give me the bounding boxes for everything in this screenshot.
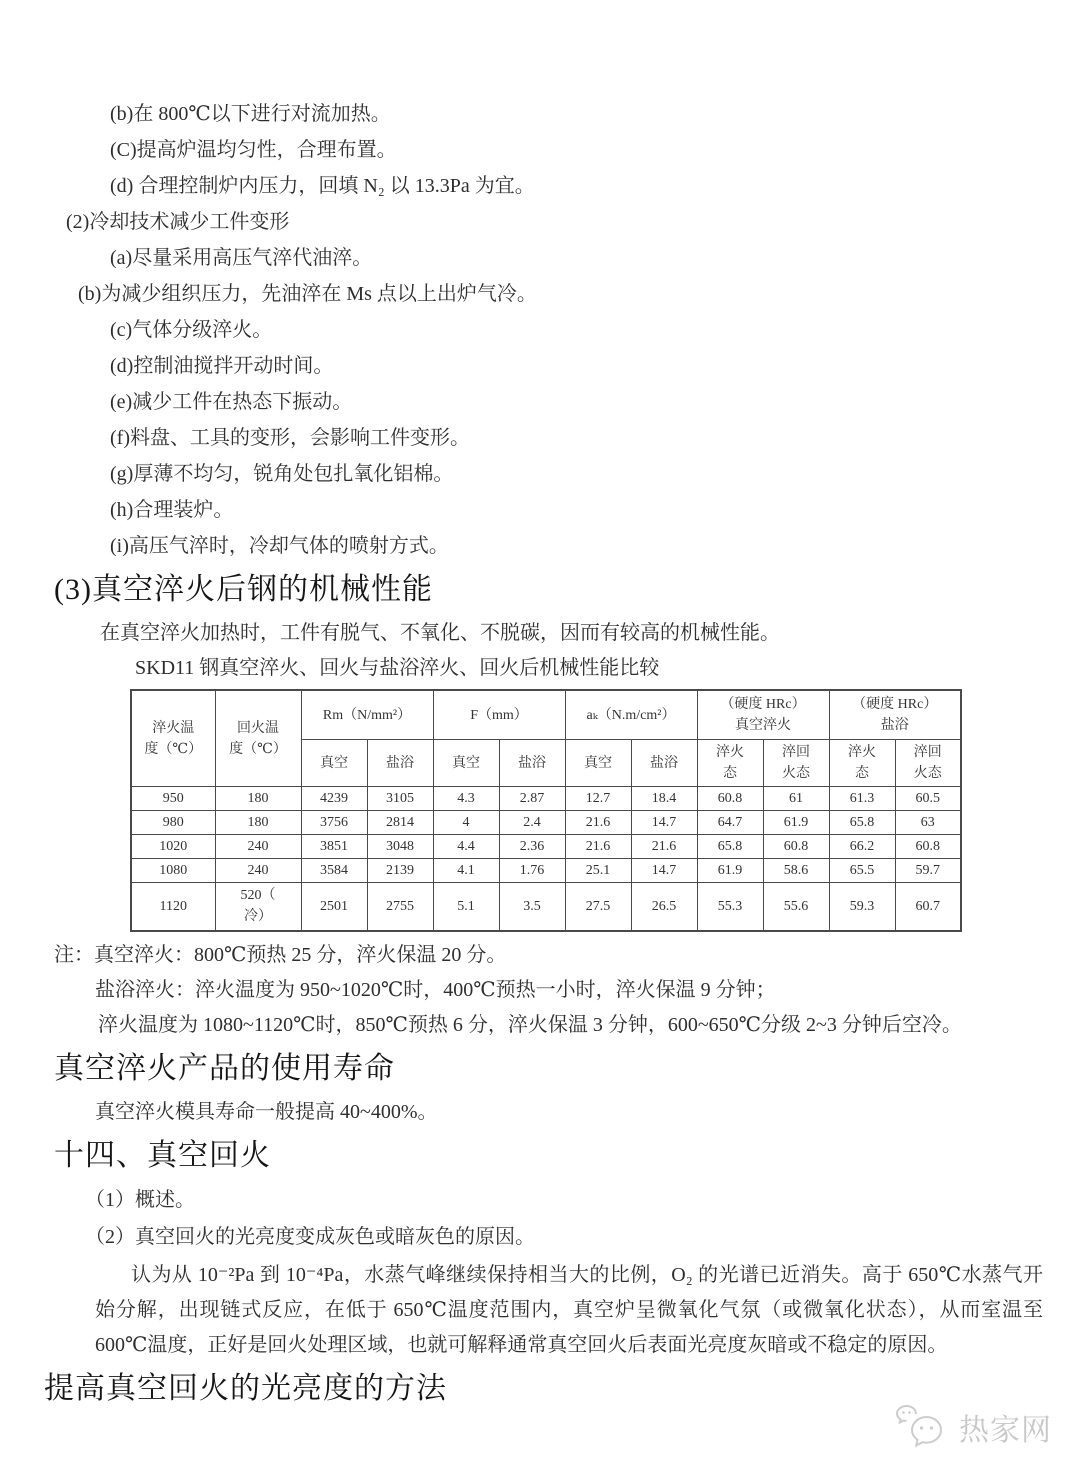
col-quench-temp: 淬火温 度（℃） bbox=[131, 690, 215, 787]
table-cell: 3105 bbox=[367, 787, 433, 811]
table-cell: 66.2 bbox=[829, 835, 895, 859]
table-cell: 4.1 bbox=[433, 859, 499, 883]
mech-table-body bbox=[131, 787, 961, 931]
list-item: (g)厚薄不均匀，锐角处包扎氧化铝棉。 bbox=[110, 463, 454, 485]
table-cell: 18.4 bbox=[631, 787, 697, 811]
list-item: (d) 合理控制炉内压力，回填 N₂ 以 13.3Pa 为宜。 bbox=[110, 175, 535, 197]
table-cell: 520（ 冷） bbox=[215, 883, 301, 931]
section14-heading: 十四、真空回火 bbox=[54, 1138, 271, 1172]
table-cell: 60.8 bbox=[763, 835, 829, 859]
list-item: (e)减少工件在热态下振动。 bbox=[110, 391, 353, 413]
table-cell: 2.36 bbox=[499, 835, 565, 859]
table-cell: 59.3 bbox=[829, 883, 895, 931]
table-cell: 63 bbox=[895, 811, 961, 835]
table-cell: 12.7 bbox=[565, 787, 631, 811]
table-row bbox=[131, 811, 961, 835]
list-item: (d)控制油搅拌开动时间。 bbox=[110, 355, 334, 377]
col-group-rm: Rm（N/mm²） bbox=[301, 690, 433, 740]
table-cell: 1.76 bbox=[499, 859, 565, 883]
note-line: 淬火温度为 1080~1120℃时，850℃预热 6 分，淬火保温 3 分钟，600~650℃分级 2~3 分钟后空冷。 bbox=[98, 1013, 962, 1036]
table-row bbox=[131, 883, 961, 931]
note-line: 注：真空淬火：800℃预热 25 分，淬火保温 20 分。 bbox=[54, 943, 507, 966]
table-cell: 21.6 bbox=[565, 835, 631, 859]
col-group-hrc-vacuum: （硬度 HRc） 真空淬火 bbox=[697, 690, 829, 740]
table-cell: 2.4 bbox=[499, 811, 565, 835]
subcol-quench-tempered: 淬回 火态 bbox=[763, 740, 829, 787]
table-cell: 59.7 bbox=[895, 859, 961, 883]
table-cell: 60.8 bbox=[697, 787, 763, 811]
table-cell: 3584 bbox=[301, 859, 367, 883]
table-cell: 4239 bbox=[301, 787, 367, 811]
table-row bbox=[131, 787, 961, 811]
table-cell: 3.5 bbox=[499, 883, 565, 931]
subcol-salt: 盐浴 bbox=[631, 740, 697, 787]
table-cell: 65.8 bbox=[697, 835, 763, 859]
table-cell: 25.1 bbox=[565, 859, 631, 883]
table-cell: 21.6 bbox=[631, 835, 697, 859]
list-item: (c)气体分级淬火。 bbox=[110, 319, 273, 341]
table-cell: 240 bbox=[215, 835, 301, 859]
table-row bbox=[131, 859, 961, 883]
table-cell: 4 bbox=[433, 811, 499, 835]
table-cell: 3851 bbox=[301, 835, 367, 859]
wechat-bubbles-icon bbox=[893, 1404, 951, 1450]
watermark bbox=[893, 1404, 1052, 1450]
table-cell: 240 bbox=[215, 859, 301, 883]
subcol-quenched: 淬火 态 bbox=[697, 740, 763, 787]
life-section-heading: 真空淬火产品的使用寿命 bbox=[54, 1051, 395, 1085]
table-cell: 58.6 bbox=[763, 859, 829, 883]
table-cell: 3048 bbox=[367, 835, 433, 859]
list-item: (i)高压气淬时，冷却气体的喷射方式。 bbox=[110, 535, 449, 557]
subcol-salt: 盐浴 bbox=[367, 740, 433, 787]
table-cell: 65.5 bbox=[829, 859, 895, 883]
list-item: (C)提高炉温均匀性，合理布置。 bbox=[110, 139, 397, 161]
table-cell: 3756 bbox=[301, 811, 367, 835]
subcol-salt: 盐浴 bbox=[499, 740, 565, 787]
section14-item: （2）真空回火的光亮度变成灰色或暗灰色的原因。 bbox=[85, 1225, 535, 1248]
table-cell: 65.8 bbox=[829, 811, 895, 835]
intro-list bbox=[40, 96, 1040, 564]
table-cell: 1120 bbox=[131, 883, 215, 931]
table-cell: 55.3 bbox=[697, 883, 763, 931]
table-cell: 2755 bbox=[367, 883, 433, 931]
table-row bbox=[131, 835, 961, 859]
list-item: (b)在 800℃以下进行对流加热。 bbox=[110, 103, 391, 125]
table-cell: 2814 bbox=[367, 811, 433, 835]
table-cell: 61 bbox=[763, 787, 829, 811]
table-cell: 27.5 bbox=[565, 883, 631, 931]
table-cell: 21.6 bbox=[565, 811, 631, 835]
list-item: (a)尽量采用高压气淬代油淬。 bbox=[110, 247, 373, 269]
table-cell: 980 bbox=[131, 811, 215, 835]
table-cell: 2501 bbox=[301, 883, 367, 931]
table-cell: 2.87 bbox=[499, 787, 565, 811]
life-section-paragraph: 真空淬火模具寿命一般提高 40~400%。 bbox=[95, 1100, 438, 1123]
col-group-hrc-salt: （硬度 HRc） 盐浴 bbox=[829, 690, 961, 740]
table-cell: 180 bbox=[215, 811, 301, 835]
table-caption: SKD11 钢真空淬火、回火与盐浴淬火、回火后机械性能比较 bbox=[135, 657, 660, 679]
table-cell: 61.9 bbox=[697, 859, 763, 883]
table-cell: 950 bbox=[131, 787, 215, 811]
bottom-heading: 提高真空回火的光亮度的方法 bbox=[44, 1371, 447, 1405]
subcol-vacuum: 真空 bbox=[565, 740, 631, 787]
list-item: (f)料盘、工具的变形，会影响工件变形。 bbox=[110, 427, 470, 449]
table-cell: 26.5 bbox=[631, 883, 697, 931]
col-group-ak: aₖ（N.m/cm²） bbox=[565, 690, 697, 740]
table-cell: 180 bbox=[215, 787, 301, 811]
watermark-label: 热家网 bbox=[959, 1414, 1052, 1447]
col-group-f: F（mm） bbox=[433, 690, 565, 740]
table-cell: 55.6 bbox=[763, 883, 829, 931]
section3-paragraph: 在真空淬火加热时，工件有脱气、不氧化、不脱碳，因而有较高的机械性能。 bbox=[100, 622, 780, 644]
note-line: 盐浴淬火：淬火温度为 950~1020℃时，400℃预热一小时，淬火保温 9 分钟； bbox=[95, 978, 776, 1001]
subcol-vacuum: 真空 bbox=[433, 740, 499, 787]
table-cell: 61.9 bbox=[763, 811, 829, 835]
table-cell: 14.7 bbox=[631, 811, 697, 835]
table-cell: 60.8 bbox=[895, 835, 961, 859]
subcol-quench-tempered: 淬回 火态 bbox=[895, 740, 961, 787]
table-header bbox=[131, 690, 961, 787]
mechanical-properties-table bbox=[130, 689, 962, 932]
table-cell: 1080 bbox=[131, 859, 215, 883]
table-cell: 1020 bbox=[131, 835, 215, 859]
table-cell: 60.5 bbox=[895, 787, 961, 811]
table-cell: 4.4 bbox=[433, 835, 499, 859]
table-cell: 64.7 bbox=[697, 811, 763, 835]
section14-item: （1）概述。 bbox=[85, 1188, 195, 1211]
subcol-vacuum: 真空 bbox=[301, 740, 367, 787]
table-cell: 60.7 bbox=[895, 883, 961, 931]
section14-paragraph: 认为从 10⁻²Pa 到 10⁻⁴Pa，水蒸气峰继续保持相当大的比例，O₂ 的光谱已近消失。高于 650℃水蒸气开始分解，出现链式反应，在低于 650℃温度范围内，真空炉呈微氧化气氛（或微氧化状态），从而室温至 600℃温度，正好是回火处理区域，也就可解释通常真空回火后表面光亮度灰暗或不稳定的原因。 bbox=[95, 1263, 1043, 1356]
table-cell: 4.3 bbox=[433, 787, 499, 811]
table-cell: 14.7 bbox=[631, 859, 697, 883]
table-cell: 5.1 bbox=[433, 883, 499, 931]
list-item: (h)合理装炉。 bbox=[110, 499, 234, 521]
col-temper-temp: 回火温 度（℃） bbox=[215, 690, 301, 787]
table-cell: 61.3 bbox=[829, 787, 895, 811]
table-cell: 2139 bbox=[367, 859, 433, 883]
list-item: (2)冷却技术减少工件变形 bbox=[66, 211, 290, 233]
section3-heading: (3)真空淬火后钢的机械性能 bbox=[54, 573, 433, 606]
list-item: (b)为减少组织压力，先油淬在 Ms 点以上出炉气冷。 bbox=[78, 283, 537, 305]
subcol-quenched: 淬火 态 bbox=[829, 740, 895, 787]
